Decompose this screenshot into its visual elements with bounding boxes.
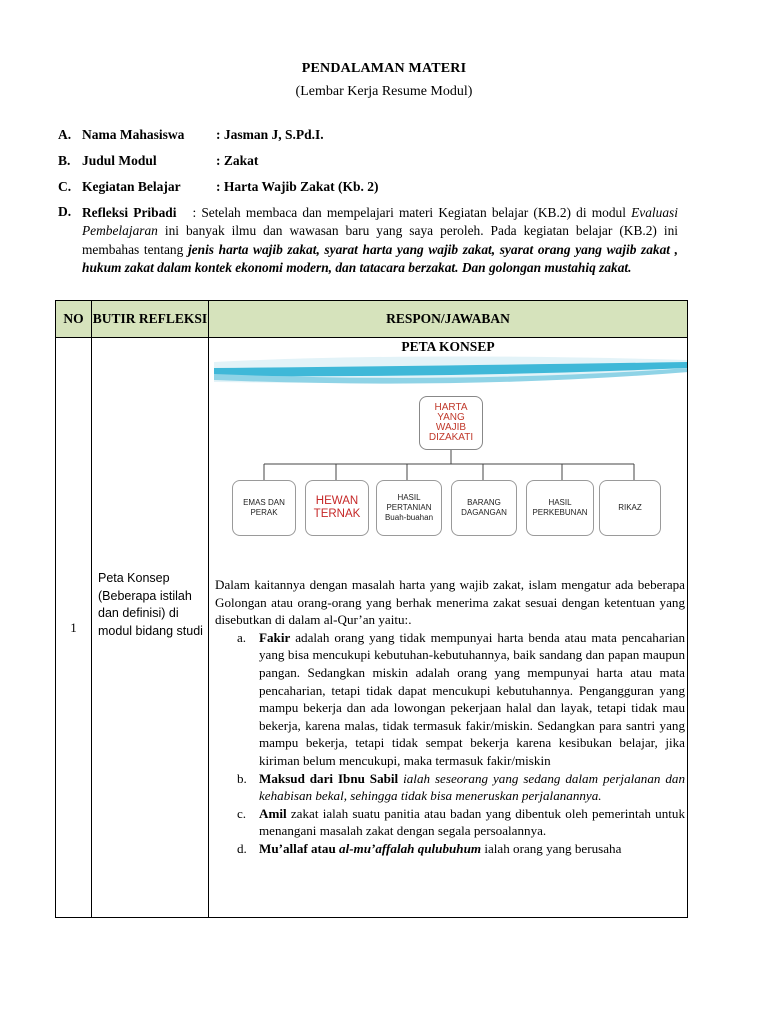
concept-node-emas: EMAS DAN PERAK	[232, 480, 296, 536]
concept-root-node: HARTA YANG WAJIB DIZAKATI	[419, 396, 483, 450]
list-item	[237, 840, 685, 858]
list-text: adalah orang yang tidak mempunyai harta benda atau mata pencaharian yang bisa mencukupi kebutuhan-kebutuhannya, baik sandang dan papan maupun pangan. Sedangkan miskin adalah orang yang mempunyai harta atau mata pencaharian, tetapi tidak dapat mencukupi kebutuhannya. Pengangguran yang mampu bekerja dan ada lowongan pekerjaan halal dan layak, tetapi tidak mau bekerja, karena malas, tidak termasuk fakir/miskin. Sedangkan para santri yang mampu bekerja, tetapi tidak sempat bekerja karena kesibukan belajar, jika kiriman belum mencukupi, maka termasuk fakir/miskin	[259, 629, 685, 768]
list-item	[237, 805, 685, 840]
list-term-italic: al-mu’affalah qulubuhum	[339, 840, 482, 856]
header-respon: RESPON/JAWABAN	[209, 301, 688, 338]
concept-node-dagangan: BARANG DAGANGAN	[451, 480, 517, 536]
info-value: : Zakat	[216, 153, 259, 168]
info-value: : Jasman J, S.Pd.I.	[216, 127, 324, 142]
concept-node-pertanian: HASIL PERTANIAN Buah-buahan	[376, 480, 442, 536]
list-item	[237, 770, 685, 805]
info-letter: C.	[58, 179, 72, 194]
list-marker: a.	[237, 629, 247, 645]
list-marker: c.	[237, 805, 247, 821]
mustahiq-list	[237, 629, 685, 858]
reflection-paragraph	[82, 204, 678, 278]
concept-node-hewan: HEWAN TERNAK	[305, 480, 369, 536]
page-title: PENDALAMAN MATERI	[301, 61, 467, 76]
list-term: Amil	[259, 805, 287, 821]
row-butir: Peta Konsep (Beberapa istilah dan definisi) di modul bidang studi	[92, 338, 209, 918]
list-term: Mu’allaf atau	[259, 840, 340, 856]
reflection-label: Refleksi Pribadi	[82, 205, 177, 220]
list-text: ialah orang yang berusaha	[481, 840, 622, 856]
table-row	[56, 338, 688, 918]
response-text	[215, 576, 685, 858]
info-value: : Harta Wajib Zakat (Kb. 2)	[216, 179, 379, 194]
reflection-text-2: ini banyak ilmu dan wawasan baru yang saya peroleh. Pada kegiatan belajar (KB.2) ini membahas tentang	[82, 223, 678, 257]
table-header-row	[56, 301, 688, 338]
concept-node-rikaz: RIKAZ	[599, 480, 661, 536]
header-butir: BUTIR REFLEKSI	[92, 301, 209, 338]
header-no: NO	[56, 301, 92, 338]
reflection-table	[55, 300, 688, 918]
reflection-module: Evaluasi Pembelajaran	[82, 205, 678, 239]
concept-map	[214, 356, 688, 564]
response-intro: Dalam kaitannya dengan masalah harta yang wajib zakat, islam mengatur ada beberapa Golongan atau orang-orang yang berhak menerima zakat sesuai dengan ketentuan yang disebutkan di dalam al-Qur’an yaitu:.	[215, 577, 685, 628]
peta-konsep-title: PETA KONSEP	[401, 339, 495, 354]
concept-node-perkebunan: HASIL PERKEBUNAN	[526, 480, 594, 536]
reflection-letter: D.	[58, 204, 72, 219]
row-response	[209, 338, 688, 918]
info-label: Nama Mahasiswa	[82, 127, 185, 142]
list-text: ialah seseorang yang sedang dalam perjalanan dan kehabisan bekal, sehingga tidak bisa meneruskan perjalanannya.	[259, 770, 685, 804]
page-subtitle: (Lembar Kerja Resume Modul)	[295, 84, 473, 99]
info-letter: A.	[58, 127, 72, 142]
list-marker: b.	[237, 770, 247, 786]
reflection-topics: jenis harta wajib zakat, syarat harta yang wajib zakat, syarat orang yang wajib zakat , hukum zakat dalam kontek ekonomi modern, dan tatacara berzakat. Dan golongan mustahiq zakat.	[82, 241, 679, 276]
row-number: 1	[56, 338, 92, 918]
info-label: Kegiatan Belajar	[82, 179, 181, 194]
list-term: Fakir	[259, 629, 291, 645]
info-label: Judul Modul	[82, 153, 157, 168]
list-text: zakat ialah suatu panitia atau badan yang dibentuk oleh pemerintah untuk menangani masalah zakat dengan segala persoalannya.	[259, 805, 685, 839]
list-term: Maksud dari Ibnu Sabil	[259, 770, 399, 786]
info-letter: B.	[58, 153, 71, 168]
list-marker: d.	[237, 840, 247, 856]
reflection-text-1: : Setelah membaca dan mempelajari materi Kegiatan belajar (KB.2) di modul	[192, 205, 632, 220]
list-item	[237, 629, 685, 770]
